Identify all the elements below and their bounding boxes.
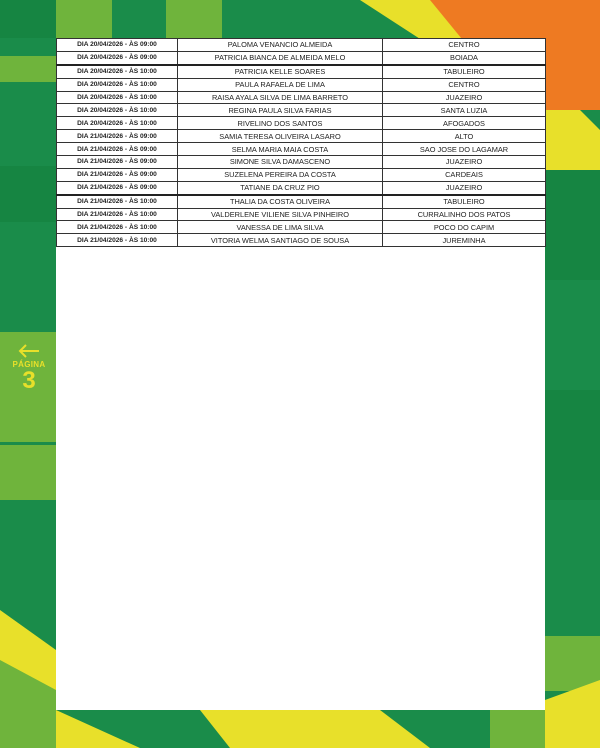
place-cell: JUAZEIRO bbox=[383, 91, 546, 104]
place-cell: TABULEIRO bbox=[383, 195, 546, 208]
document-page bbox=[56, 38, 545, 710]
place-cell: CENTRO bbox=[383, 78, 546, 91]
arrow-left-icon[interactable] bbox=[17, 344, 41, 358]
table-row bbox=[57, 104, 546, 117]
date-cell: DIA 21/04/2026 - ÀS 09:00 bbox=[57, 130, 178, 143]
name-cell: PALOMA VENANCIO ALMEIDA bbox=[178, 39, 383, 52]
name-cell: TATIANE DA CRUZ PIO bbox=[178, 181, 383, 194]
table-row bbox=[57, 39, 546, 52]
table-row bbox=[57, 221, 546, 234]
name-cell: VITORIA WELMA SANTIAGO DE SOUSA bbox=[178, 234, 383, 247]
name-cell: RIVELINO DOS SANTOS bbox=[178, 117, 383, 130]
table-row bbox=[57, 208, 546, 221]
date-cell: DIA 20/04/2026 - ÀS 10:00 bbox=[57, 91, 178, 104]
table-row bbox=[57, 181, 546, 194]
date-cell: DIA 21/04/2026 - ÀS 09:00 bbox=[57, 143, 178, 156]
table-row bbox=[57, 117, 546, 130]
date-cell: DIA 20/04/2026 - ÀS 09:00 bbox=[57, 51, 178, 64]
table-row bbox=[57, 65, 546, 78]
place-cell: TABULEIRO bbox=[383, 65, 546, 78]
place-cell: ALTO bbox=[383, 130, 546, 143]
date-cell: DIA 20/04/2026 - ÀS 09:00 bbox=[57, 39, 178, 52]
place-cell: BOIADA bbox=[383, 51, 546, 64]
table-row bbox=[57, 143, 546, 156]
date-cell: DIA 21/04/2026 - ÀS 09:00 bbox=[57, 156, 178, 169]
table-row bbox=[57, 234, 546, 247]
place-cell: POCO DO CAPIM bbox=[383, 221, 546, 234]
name-cell: SELMA MARIA MAIA COSTA bbox=[178, 143, 383, 156]
date-cell: DIA 20/04/2026 - ÀS 10:00 bbox=[57, 65, 178, 78]
table-row bbox=[57, 156, 546, 169]
schedule-table bbox=[56, 38, 546, 247]
name-cell: REGINA PAULA SILVA FARIAS bbox=[178, 104, 383, 117]
place-cell: CURRALINHO DOS PATOS bbox=[383, 208, 546, 221]
page-number: 3 bbox=[22, 367, 36, 394]
table-row bbox=[57, 195, 546, 208]
name-cell: THALIA DA COSTA OLIVEIRA bbox=[178, 195, 383, 208]
name-cell: PATRICIA KELLE SOARES bbox=[178, 65, 383, 78]
name-cell: SUZELENA PEREIRA DA COSTA bbox=[178, 168, 383, 181]
name-cell: PAULA RAFAELA DE LIMA bbox=[178, 78, 383, 91]
table-row bbox=[57, 130, 546, 143]
place-cell: AFOGADOS bbox=[383, 117, 546, 130]
table-row bbox=[57, 51, 546, 64]
place-cell: SAO JOSE DO LAGAMAR bbox=[383, 143, 546, 156]
place-cell: JUAZEIRO bbox=[383, 156, 546, 169]
date-cell: DIA 21/04/2026 - ÀS 09:00 bbox=[57, 168, 178, 181]
date-cell: DIA 20/04/2026 - ÀS 10:00 bbox=[57, 78, 178, 91]
date-cell: DIA 20/04/2026 - ÀS 10:00 bbox=[57, 117, 178, 130]
name-cell: SAMIA TERESA OLIVEIRA LASARO bbox=[178, 130, 383, 143]
page-label: PÁGINA bbox=[12, 360, 46, 369]
place-cell: JUAZEIRO bbox=[383, 181, 546, 194]
table-row bbox=[57, 78, 546, 91]
place-cell: JUREMINHA bbox=[383, 234, 546, 247]
page-indicator[interactable] bbox=[8, 344, 50, 393]
date-cell: DIA 21/04/2026 - ÀS 10:00 bbox=[57, 208, 178, 221]
name-cell: PATRICIA BIANCA DE ALMEIDA MELO bbox=[178, 51, 383, 64]
name-cell: VALDERLENE VILIENE SILVA PINHEIRO bbox=[178, 208, 383, 221]
place-cell: CARDEAIS bbox=[383, 168, 546, 181]
date-cell: DIA 21/04/2026 - ÀS 10:00 bbox=[57, 234, 178, 247]
table-row bbox=[57, 168, 546, 181]
name-cell: RAISA AYALA SILVA DE LIMA BARRETO bbox=[178, 91, 383, 104]
name-cell: SIMONE SILVA DAMASCENO bbox=[178, 156, 383, 169]
place-cell: CENTRO bbox=[383, 39, 546, 52]
date-cell: DIA 21/04/2026 - ÀS 09:00 bbox=[57, 181, 178, 194]
place-cell: SANTA LUZIA bbox=[383, 104, 546, 117]
table-row bbox=[57, 91, 546, 104]
date-cell: DIA 21/04/2026 - ÀS 10:00 bbox=[57, 221, 178, 234]
name-cell: VANESSA DE LIMA SILVA bbox=[178, 221, 383, 234]
date-cell: DIA 21/04/2026 - ÀS 10:00 bbox=[57, 195, 178, 208]
date-cell: DIA 20/04/2026 - ÀS 10:00 bbox=[57, 104, 178, 117]
